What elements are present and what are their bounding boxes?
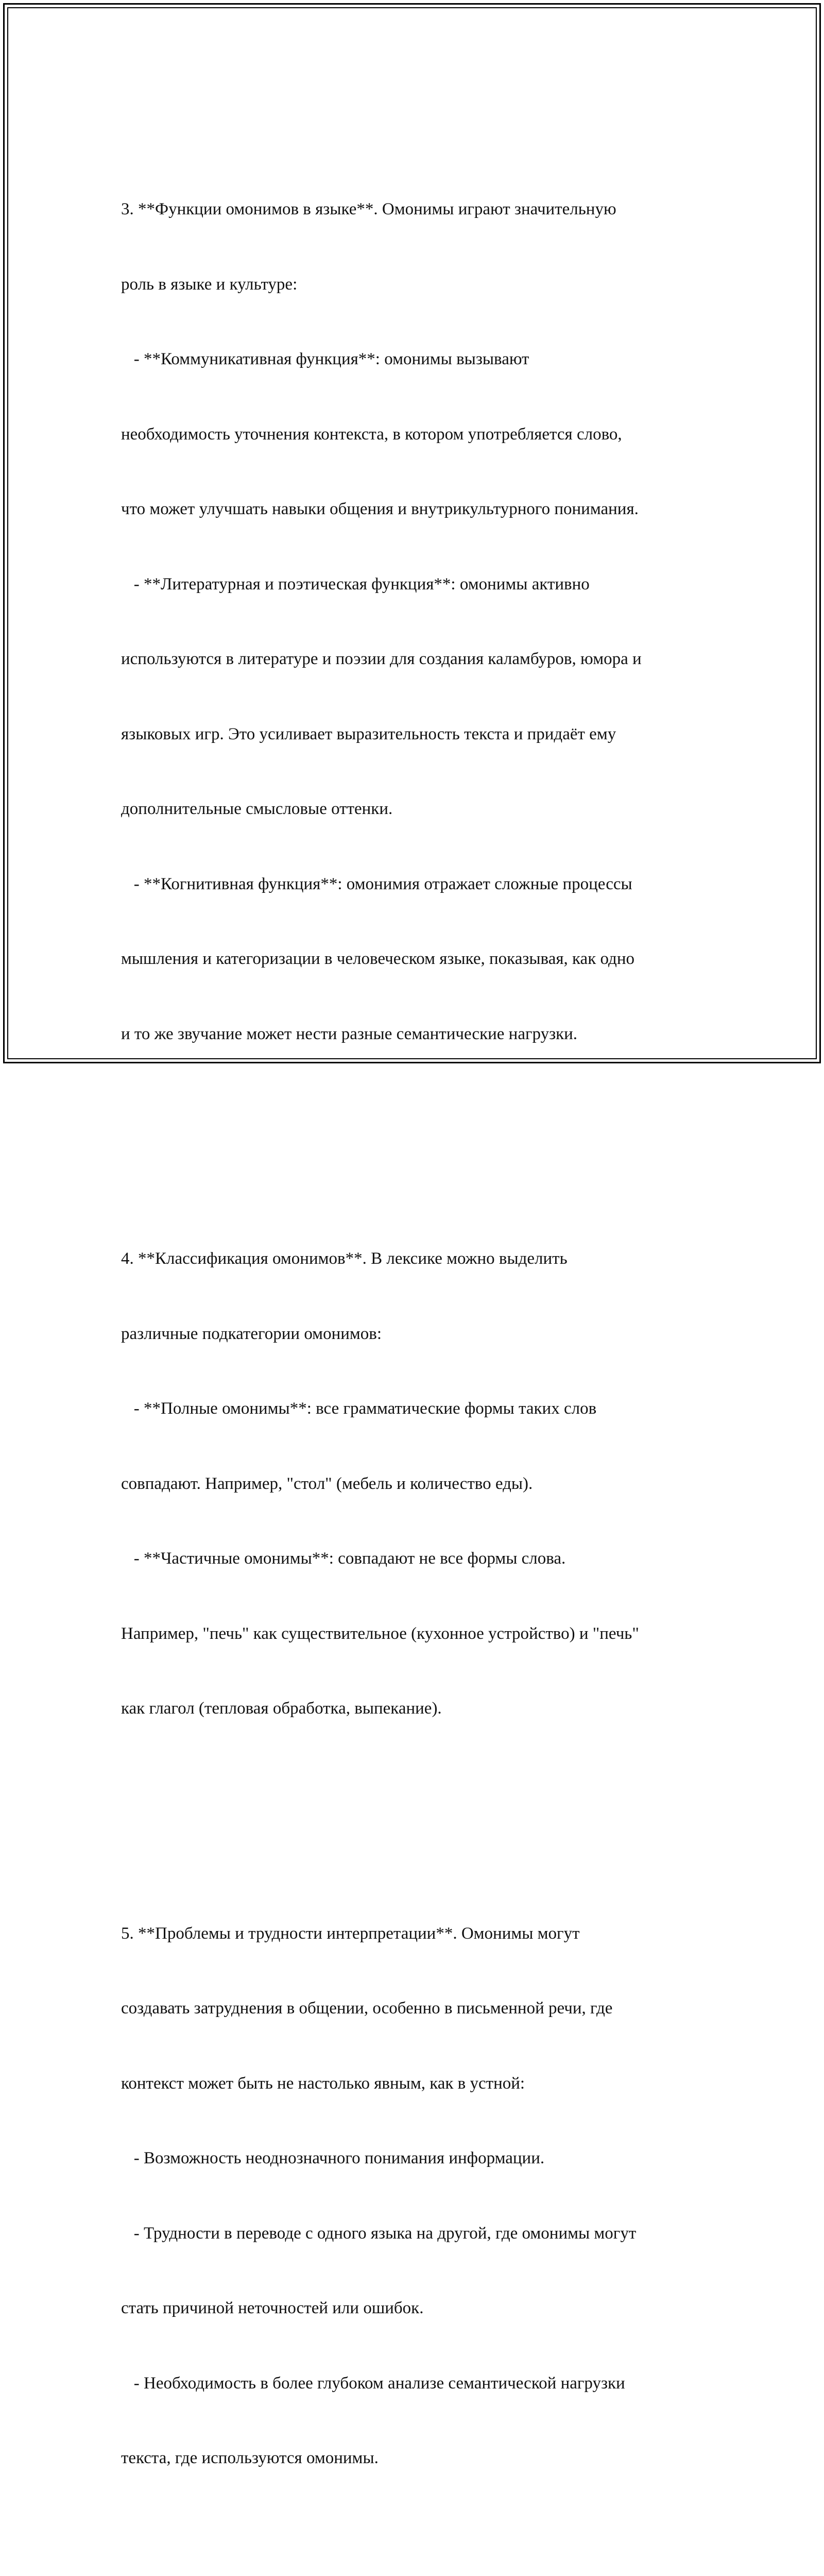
text-line: - Возможность неоднозначного понимания информации. xyxy=(121,2149,545,2167)
text-line: стать причиной неточностей или ошибок. xyxy=(121,2299,424,2317)
text-line: Например, "печь" как существительное (кухонное устройство) и "печь" xyxy=(121,1624,639,1643)
text-line: используются в литературе и поэзии для создания каламбуров, юмора и xyxy=(121,650,642,668)
text-line: 4. **Классификация омонимов**. В лексике можно выделить xyxy=(121,1249,568,1268)
text-line: контекст может быть не настолько явным, как в устной: xyxy=(121,2074,525,2093)
text-line: создавать затруднения в общении, особенно в письменной речи, где xyxy=(121,1999,613,2018)
text-line: - **Когнитивная функция**: омонимия отражает сложные процессы xyxy=(121,874,632,893)
section-classification xyxy=(121,1196,713,1771)
text-line: языковых игр. Это усиливает выразительность текста и придаёт ему xyxy=(121,724,616,743)
text-line: роль в языке и культуре: xyxy=(121,275,298,294)
text-line: как глагол (тепловая обработка, выпекание). xyxy=(121,1699,442,1718)
text-line: текста, где используются омонимы. xyxy=(121,2449,379,2467)
text-line: 3. **Функции омонимов в языке**. Омонимы играют значительную xyxy=(121,200,616,218)
text-line: дополнительные смысловые оттенки. xyxy=(121,800,393,818)
text-line: - Трудности в переводе с одного языка на другой, где омонимы могут xyxy=(121,2224,637,2243)
text-line: различные подкатегории омонимов: xyxy=(121,1324,382,1343)
text-line: необходимость уточнения контекста, в котором употребляется слово, xyxy=(121,425,622,444)
section-problems xyxy=(121,1871,713,2521)
text-line: - **Литературная и поэтическая функция**: омонимы активно xyxy=(121,574,590,594)
text-line: что может улучшать навыки общения и внутрикультурного понимания. xyxy=(121,500,639,518)
document-body xyxy=(121,97,713,2576)
section-functions xyxy=(121,147,713,1096)
text-line: - **Полные омонимы**: все грамматические формы таких слов xyxy=(121,1399,597,1418)
text-line: - Необходимость в более глубоком анализе семантической нагрузки xyxy=(121,2374,625,2393)
text-line: мышления и категоризации в человеческом языке, показывая, как одно xyxy=(121,950,634,968)
text-line: 5. **Проблемы и трудности интерпретации**. Омонимы могут xyxy=(121,1924,580,1943)
text-line: - **Коммуникативная функция**: омонимы вызывают xyxy=(121,350,529,368)
text-line: совпадают. Например, "стол" (мебель и количество еды). xyxy=(121,1474,533,1493)
text-line: и то же звучание может нести разные семантические нагрузки. xyxy=(121,1024,578,1043)
text-line: - **Частичные омонимы**: совпадают не все формы слова. xyxy=(121,1549,566,1568)
